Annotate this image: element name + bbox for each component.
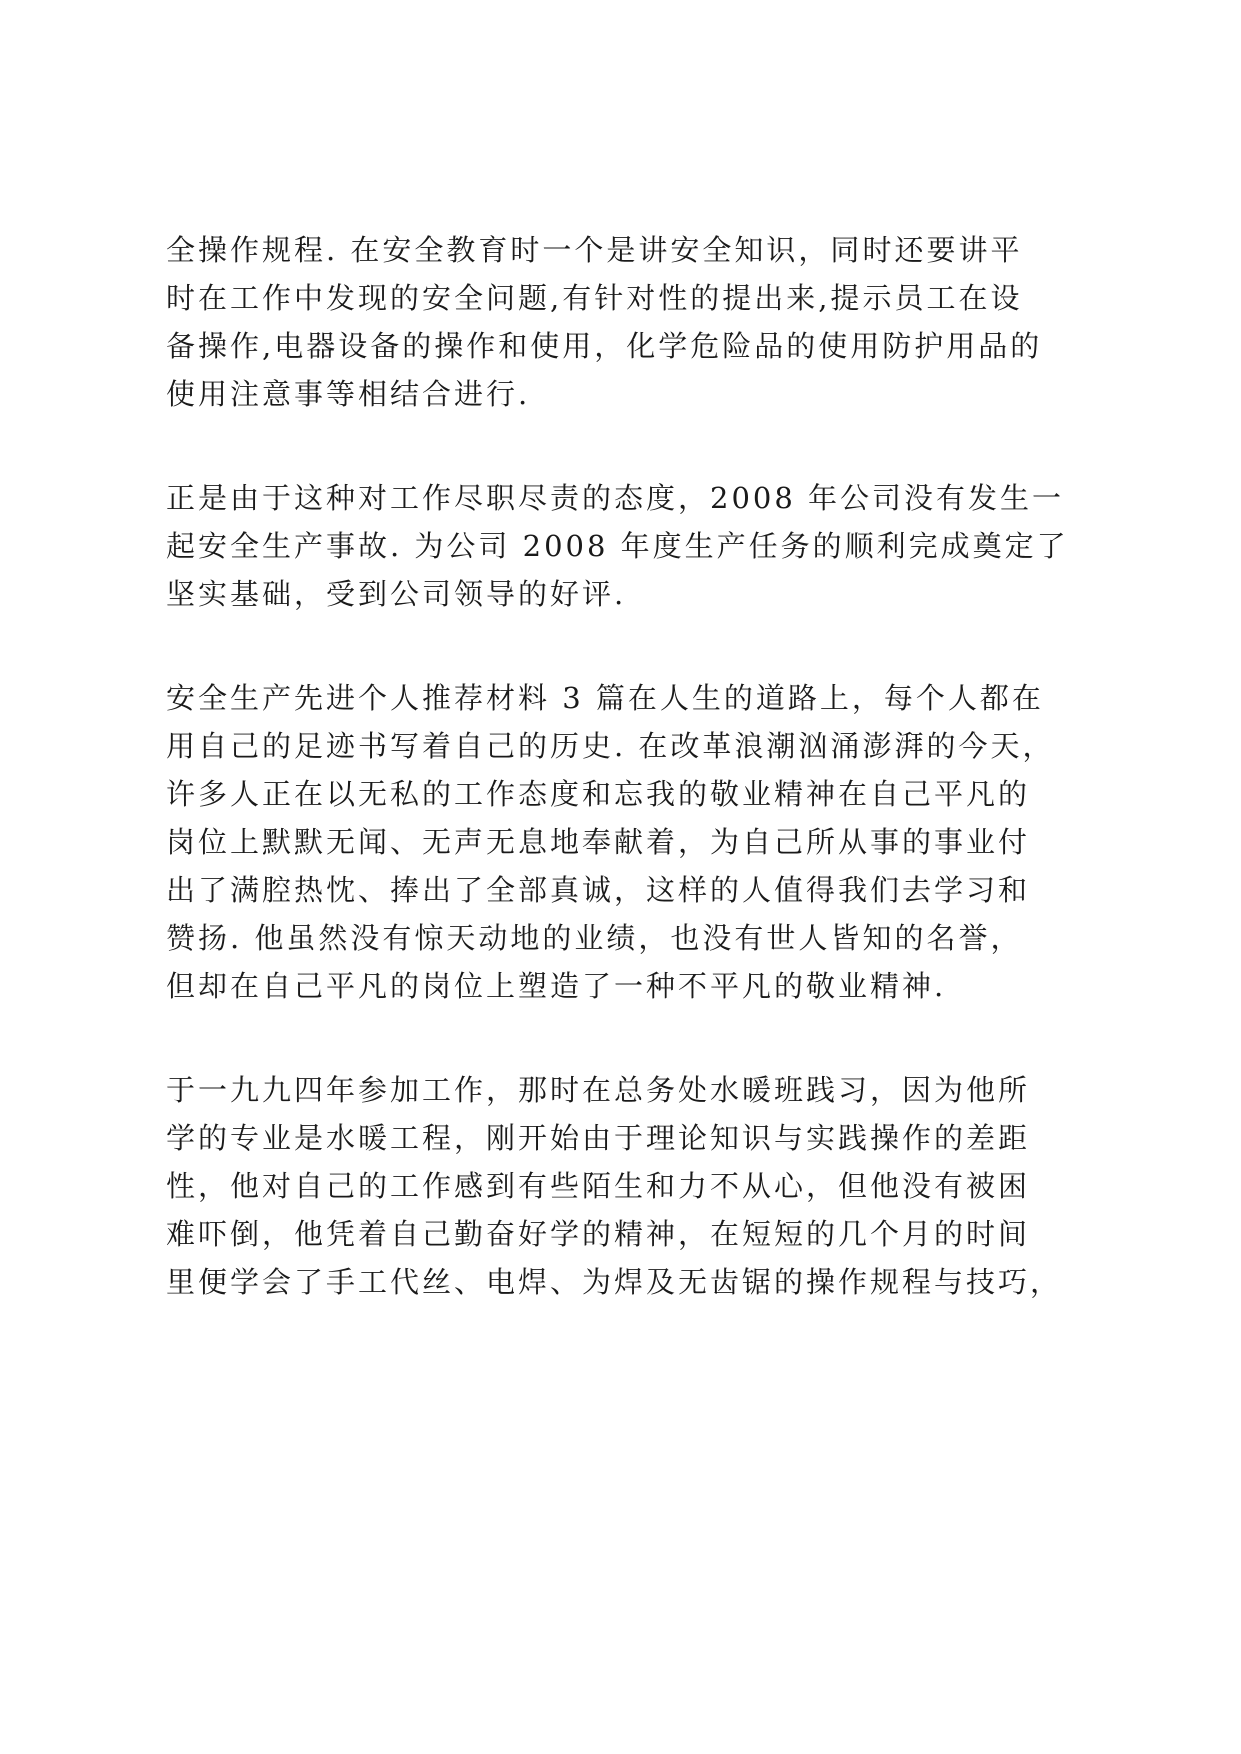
text-line: 于一九九四年参加工作，那时在总务处水暖班践习，因为他所 <box>166 1073 1031 1107</box>
paragraph-no-accidents <box>166 474 1096 618</box>
text-line: 坚实基础，受到公司领导的好评. <box>166 577 627 611</box>
text-line: 难吓倒，他凭着自己勤奋好学的精神，在短短的几个月的时间 <box>166 1217 1031 1251</box>
text-line: 使用注意事等相结合进行. <box>166 377 531 411</box>
text-line: 但却在自己平凡的岗位上塑造了一种不平凡的敬业精神. <box>166 969 947 1003</box>
paragraph-recommendation <box>166 674 1096 1010</box>
text-line: 赞扬. 他虽然没有惊天动地的业绩，也没有世人皆知的名誉， <box>166 921 1023 955</box>
text-line: 里便学会了手工代丝、电焊、为焊及无齿锯的操作规程与技巧， <box>166 1265 1063 1299</box>
text-line: 许多人正在以无私的工作态度和忘我的敬业精神在自己平凡的 <box>166 777 1031 811</box>
document-body <box>166 226 1096 1362</box>
text-line: 起安全生产事故. 为公司 2008 年度生产任务的顺利完成奠定了 <box>166 529 1069 563</box>
text-line: 时在工作中发现的安全问题,有针对性的提出来,提示员工在设 <box>166 281 1023 315</box>
text-line: 用自己的足迹书写着自己的历史. 在改革浪潮汹涌澎湃的今天， <box>166 729 1055 763</box>
paragraph-safety-training <box>166 226 1096 418</box>
text-line: 性，他对自己的工作感到有些陌生和力不从心，但他没有被困 <box>166 1169 1031 1203</box>
paragraph-career-start <box>166 1066 1096 1306</box>
text-line: 学的专业是水暖工程，刚开始由于理论知识与实践操作的差距 <box>166 1121 1031 1155</box>
text-line: 正是由于这种对工作尽职尽责的态度，2008 年公司没有发生一 <box>166 481 1065 515</box>
text-line: 全操作规程. 在安全教育时一个是讲安全知识，同时还要讲平 <box>166 233 1023 267</box>
text-line: 岗位上默默无闻、无声无息地奉献着，为自己所从事的事业付 <box>166 825 1031 859</box>
text-line: 备操作,电器设备的操作和使用，化学危险品的使用防护用品的 <box>166 329 1043 363</box>
text-line: 出了满腔热忱、捧出了全部真诚，这样的人值得我们去学习和 <box>166 873 1031 907</box>
text-line: 安全生产先进个人推荐材料 3 篇在人生的道路上，每个人都在 <box>166 681 1044 715</box>
